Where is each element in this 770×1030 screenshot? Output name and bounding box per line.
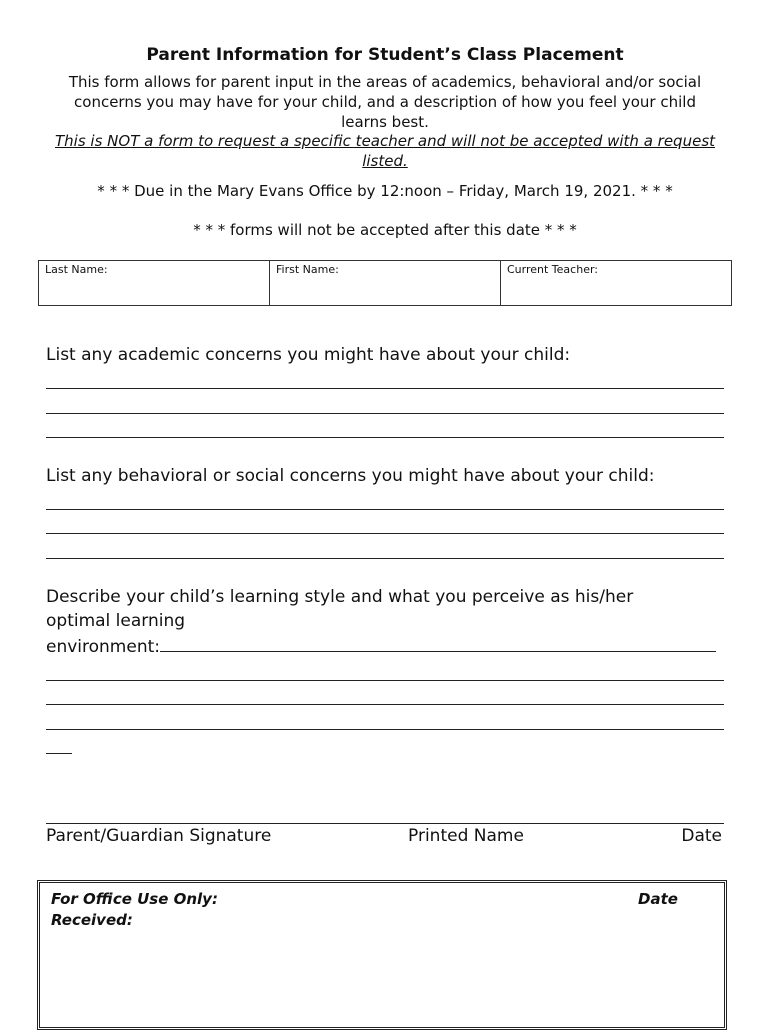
signature-labels (46, 826, 722, 850)
first-name-field[interactable] (270, 261, 501, 306)
last-name-label: Last Name: (45, 263, 108, 276)
learning-style-line-2: optimal learning (46, 611, 186, 631)
learning-style-line-3: environment: (46, 637, 160, 657)
form-title: Parent Information for Student’s Class Placement (146, 45, 624, 65)
behavioral-answer-line[interactable] (46, 533, 724, 534)
office-use-box (37, 880, 727, 1030)
current-teacher-field[interactable] (501, 261, 732, 306)
behavioral-concerns-question: List any behavioral or social concerns you might have about your child: (46, 466, 655, 486)
signature-line[interactable] (46, 823, 724, 824)
parent-signature-label: Parent/Guardian Signature (46, 826, 272, 846)
learning-style-answer-line[interactable] (46, 704, 724, 705)
learning-style-answer-line[interactable] (46, 680, 724, 681)
academic-answer-line[interactable] (46, 437, 724, 438)
behavioral-answer-line[interactable] (46, 558, 724, 559)
form-intro: This form allows for parent input in the areas of academics, behavioral and/or social concerns you may have for your child, and a description of how you feel your child learns best. (68, 73, 702, 131)
office-use-label: For Office Use Only: Received: (51, 890, 218, 929)
printed-name-label: Printed Name (408, 826, 524, 846)
learning-style-answer-line[interactable] (46, 729, 724, 730)
due-date-notice: * * * Due in the Mary Evans Office by 12:noon – Friday, March 19, 2021. * * * (97, 182, 673, 200)
date-label: Date (681, 826, 722, 846)
learning-style-line-1: Describe your child’s learning style and what you perceive as his/her (46, 587, 634, 607)
behavioral-answer-line[interactable] (46, 509, 724, 510)
academic-answer-line[interactable] (46, 413, 724, 414)
office-date-label: Date (638, 890, 678, 908)
learning-style-question (46, 585, 726, 659)
form-notice: This is NOT a form to request a specific teacher and will not be accepted with a request listed. (55, 132, 716, 170)
current-teacher-label: Current Teacher: (507, 263, 598, 276)
academic-answer-line[interactable] (46, 388, 724, 389)
last-name-field[interactable] (39, 261, 270, 306)
first-name-label: First Name: (276, 263, 339, 276)
student-info-table (38, 260, 732, 306)
learning-style-answer-line-end[interactable] (46, 753, 72, 754)
academic-concerns-question: List any academic concerns you might have about your child: (46, 345, 571, 365)
late-notice: * * * forms will not be accepted after this date * * * (193, 221, 577, 239)
learning-style-inline-answer[interactable] (160, 633, 716, 652)
